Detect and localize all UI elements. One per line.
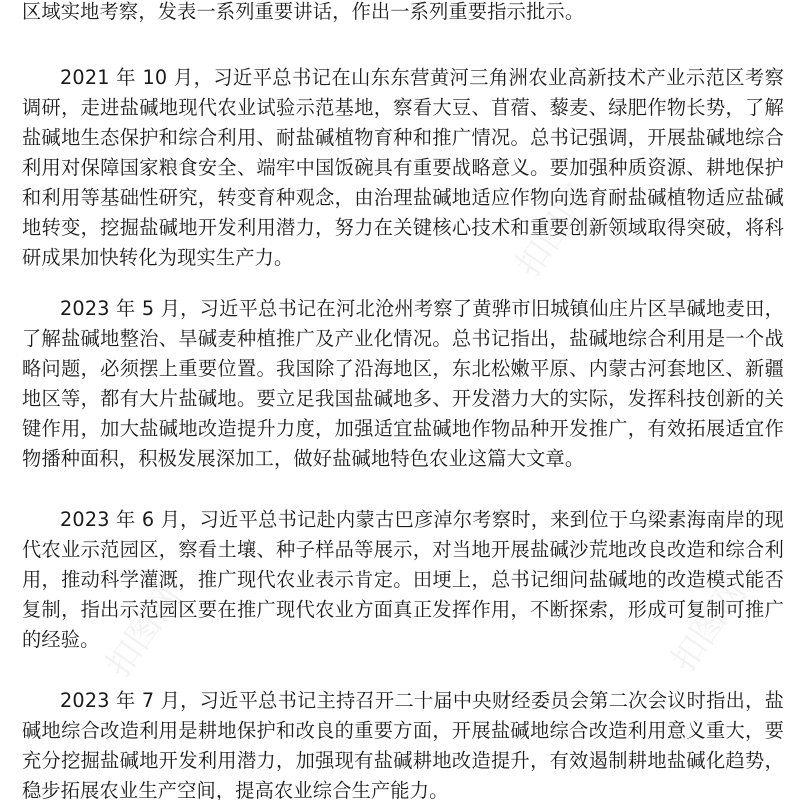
paragraph-2023-06: 2023 年 6 月，习近平总书记赴内蒙古巴彦淖尔考察时，来到位于乌梁素海南岸的现代农业示范园区，察看土壤、种子样品等展示，对当地开展盐碱沙荒地改良改造和综合利用，推动科学灌溉，推广现代农业表示肯定。田埂上，总书记细问盐碱地的改造模式能否复制，指出示范园区要在推广现代农业方面真正发挥作用，不断探索，形成可复制可推广的经验。 xyxy=(22,508,784,651)
paragraph-2021-10: 2021 年 10 月，习近平总书记在山东东营黄河三角洲农业高新技术产业示范区考察调研，走进盐碱地现代农业试验示范基地，察看大豆、苜蓿、藜麦、绿肥作物长势，了解盐碱地生态保护和综合利用、耐盐碱植物育种和推广情况。总书记强调，开展盐碱地综合利用对保障国家粮食安全、端牢中国饭碗具有重要战略意义。要加强种质资源、耕地保护和利用等基础性研究，转变育种观念，由治理盐碱地适应作物向选育耐盐碱植物适应盐碱地转变，挖掘盐碱地开发利用潜力，努力在关键核心技术和重要创新领域取得突破，将科研成果加快转化为现实生产力。 xyxy=(22,66,784,269)
watermark: 扣图网 xyxy=(98,578,190,685)
paragraph-intro-continued: 区域实地考察，发表一系列重要讲话，作出一系列重要指示批示。 xyxy=(22,0,585,23)
watermark: 扣图网 xyxy=(508,178,600,285)
watermark: 扣图网 xyxy=(663,573,755,680)
paragraph-2023-07: 2023 年 7 月，习近平总书记主持召开二十届中央财经委员会第二次会议时指出，盐碱地综合改造利用是耕地保护和改良的重要方面，开展盐碱地综合改造利用意义重大，要充分挖掘盐碱地开发利用潜力，加强现有盐碱耕地改造提升，有效遏制耕地盐碱化趋势，稳步拓展农业生产空间，提高农业综合生产能力。 xyxy=(22,689,784,800)
paragraph-2023-05: 2023 年 5 月，习近平总书记在河北沧州考察了黄骅市旧城镇仙庄片区旱碱地麦田，了解盐碱地整治、旱碱麦种植推广及产业化情况。总书记指出，盐碱地综合利用是一个战略问题，必须摆上重要位置。我国除了沿海地区，东北松嫩平原、内蒙古河套地区、新疆地区等，都有大片盐碱地。要立足我国盐碱地多、开发潜力大的实际，发挥科技创新的关键作用，加大盐碱地改造提升力度，加强适宜盐碱地作物品种开发推广，有效拓展适宜作物播种面积，积极发展深加工，做好盐碱地特色农业这篇大文章。 xyxy=(22,297,784,470)
